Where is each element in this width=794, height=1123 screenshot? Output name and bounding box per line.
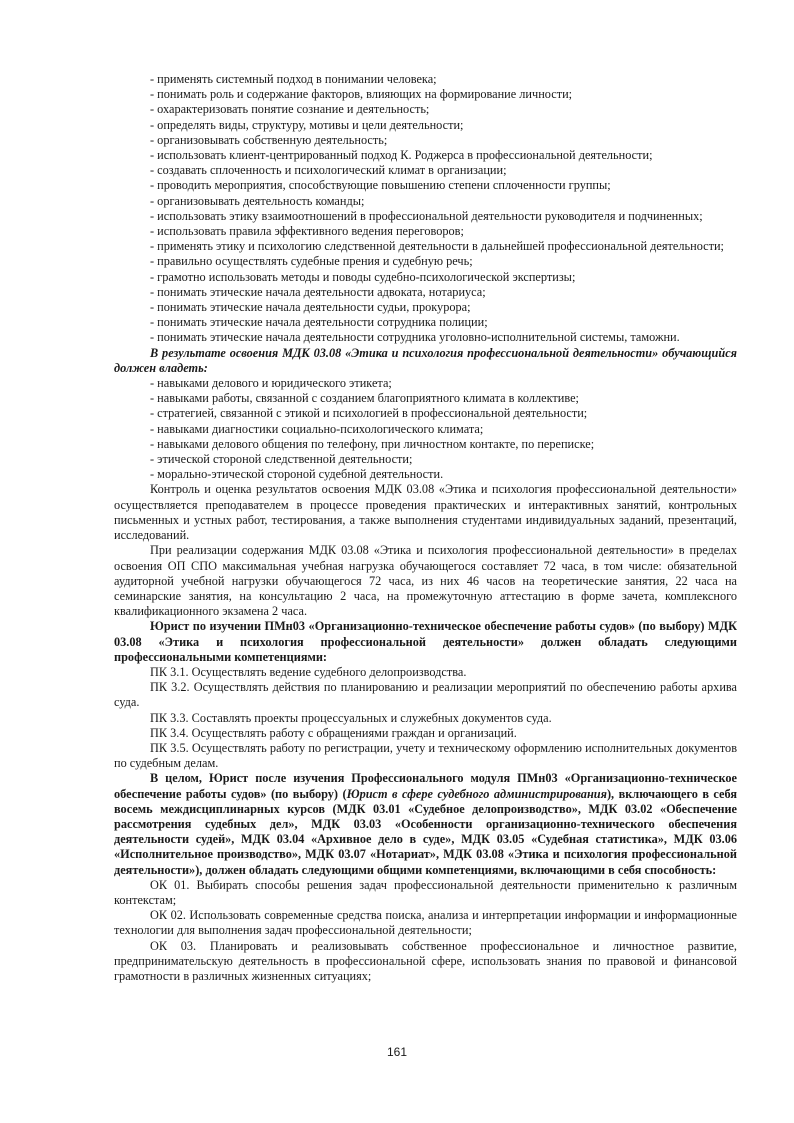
own-item: - навыками работы, связанной с созданием благоприятного климата в коллективе; [150, 391, 579, 406]
skill-item: - понимать этические начала деятельности сотрудника уголовно-исполнительной системы, таможни. [150, 330, 680, 345]
ok-item: ОК 03. Планировать и реализовывать собственное профессиональное и личностное развитие, предпринимательскую деятельность в профессиональной сфере, использовать знания по правовой и финансовой грамотности в различных жизненных ситуациях; [114, 938, 737, 983]
summary-heading-part3: ), включающего в себя восемь междисциплинарных курсов (МДК 03.01 «Судебное делопроизводство», МДК 03.02 «Обеспечение рассмотрения судебных дел», МДК 03.03 «Особенности организационно-технического обеспечения деятельности судей», МДК 03.04 «Архивное дело в суде», МДК 03.05 «Судебная статистика», МДК 03.06 «Исполнительное производство», МДК 03.07 «Нотариат», МДК 03.08 «Этика и психология профессиональной деятельности»), должен обладать следующими общими компетенциями, включающими в себя способность: [114, 786, 737, 877]
pk-heading: Юрист по изучении ПМн03 «Организационно-техническое обеспечение работы судов» (по выбору) МДК 03.08 «Этика и психология профессиональной деятельности» должен обладать следующими профессиональными компетенциями: [114, 619, 737, 664]
own-item: - навыками делового и юридического этикета; [150, 376, 392, 391]
ok-item: ОК 02. Использовать современные средства поиска, анализа и интерпретации информации и информационные технологии для выполнения задач профессиональной деятельности; [114, 908, 737, 938]
skill-item: - правильно осуществлять судебные прения и судебную речь; [150, 254, 473, 269]
skill-item: - применять этику и психологию следственной деятельности в дальнейшей профессиональной деятельности; [150, 239, 724, 254]
skill-item: - грамотно использовать методы и поводы судебно-психологической экспертизы; [150, 269, 576, 284]
own-item: - стратегией, связанной с этикой и психологией в профессиональной деятельности; [150, 406, 588, 421]
skill-item: - понимать этические начала деятельности судьи, прокурора; [150, 300, 471, 315]
own-item: - этической стороной следственной деятельности; [150, 452, 413, 467]
page-number: 161 [386, 1045, 408, 1059]
skill-item: - использовать этику взаимоотношений в профессиональной деятельности руководителя и подчиненных; [150, 208, 703, 223]
load-paragraph: При реализации содержания МДК 03.08 «Этика и психология профессиональной деятельности» в пределах освоения ОП СПО максимальная учебная нагрузка обучающегося составляет 72 часа, в том числе: обязательной аудиторной учебной нагрузки обучающегося 72 часа, из них 46 часов на теоретические занятия, 22 часа на семинарские занятия, на консультацию 2 часа, на промежуточную аттестацию в форме зачета, комплексного квалификационного экзамена 2 часа. [114, 543, 737, 619]
summary-heading-part1: В целом, Юрист после изучения Профессионального модуля ПМн03 «Организационно-техническое обеспечение работы судов» (по выбору) ( [114, 771, 737, 801]
skill-item: - использовать клиент-центрированный подход К. Роджерса в профессиональной деятельности; [150, 148, 653, 163]
document-page [114, 72, 737, 984]
control-paragraph: Контроль и оценка результатов освоения МДК 03.08 «Этика и психология профессиональной деятельности» осуществляется преподавателем в процессе проведения практических и интерактивных занятий, контрольных письменных и устных работ, тестирования, а также выполнения студентами индивидуальных заданий, презентаций, исследований. [114, 482, 737, 543]
own-heading: В результате освоения МДК 03.08 «Этика и психология профессиональной деятельности» обучающийся должен владеть: [114, 345, 737, 375]
skill-item: - понимать этические начала деятельности сотрудника полиции; [150, 315, 488, 330]
skill-item: - создавать сплоченность и психологический климат в организации; [150, 163, 507, 178]
summary-heading-italic: Юрист в сфере судебного администрирования [346, 786, 607, 801]
summary-heading [114, 771, 737, 877]
skill-item: - использовать правила эффективного ведения переговоров; [150, 224, 464, 239]
skill-item: - понимать этические начала деятельности адвоката, нотариуса; [150, 284, 486, 299]
pk-item: ПК 3.5. Осуществлять работу по регистрации, учету и техническому оформлению исполнительных документов по судебным делам. [114, 740, 737, 771]
skill-item: - охарактеризовать понятие сознание и деятельность; [150, 102, 430, 117]
own-item: - навыками диагностики социально-психологического климата; [150, 421, 484, 436]
pk-item: ПК 3.3. Составлять проекты процессуальных и служебных документов суда. [150, 710, 552, 725]
skill-item: - организовывать деятельность команды; [150, 193, 365, 208]
skill-item: - понимать роль и содержание факторов, влияющих на формирование личности; [150, 87, 573, 102]
pk-item: ПК 3.2. Осуществлять действия по планированию и реализации мероприятий по обеспечению работы архива суда. [114, 680, 737, 710]
skill-item: - применять системный подход в понимании человека; [150, 72, 437, 86]
pk-item: ПК 3.4. Осуществлять работу с обращениями граждан и организаций. [150, 725, 517, 740]
skill-item: - проводить мероприятия, способствующие повышению степени сплоченности группы; [150, 178, 611, 193]
own-item: - навыками делового общения по телефону, при личностном контакте, по переписке; [150, 436, 595, 451]
pk-item: ПК 3.1. Осуществлять ведение судебного делопроизводства. [150, 664, 467, 679]
skill-item: - организовывать собственную деятельность; [150, 132, 388, 147]
skill-item: - определять виды, структуру, мотивы и цели деятельности; [150, 117, 464, 132]
ok-item: ОК 01. Выбирать способы решения задач профессиональной деятельности применительно к различным контекстам; [114, 877, 737, 907]
own-item: - морально-этической стороной судебной деятельности. [150, 467, 444, 482]
